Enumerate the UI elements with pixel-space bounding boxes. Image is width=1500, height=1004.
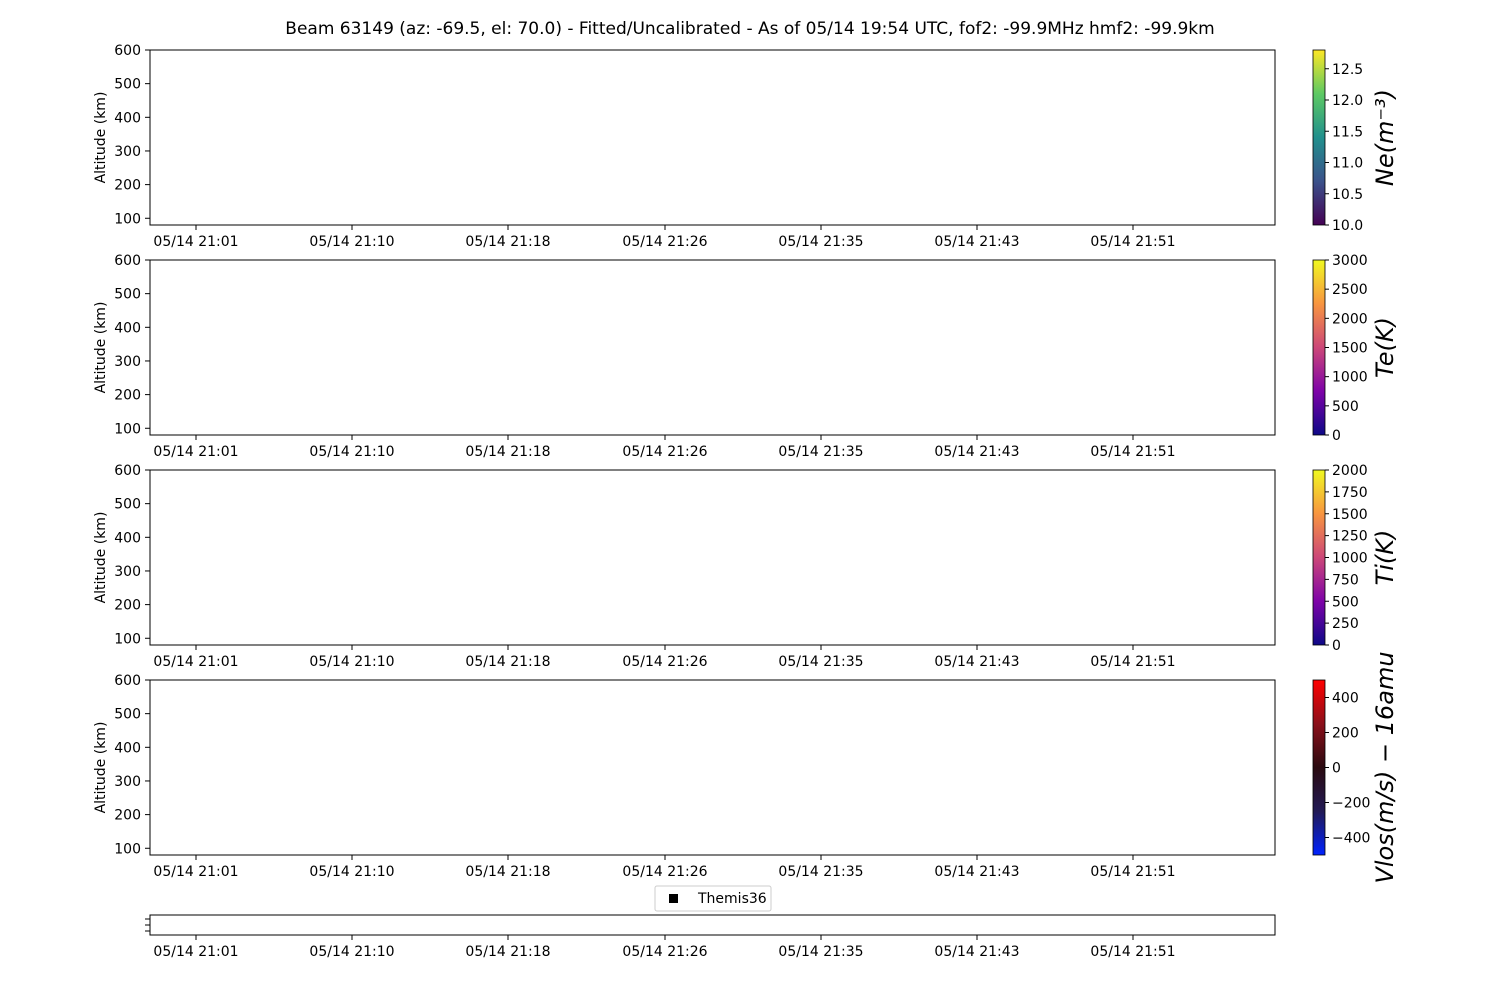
colorbar-tick-label-te: 1000 <box>1332 369 1368 386</box>
y-tick-label-te: 600 <box>114 253 141 269</box>
colorbar-tick-label-ne: 10.5 <box>1332 186 1364 203</box>
y-tick-label-te: 200 <box>114 387 141 404</box>
x-tick-label-ti: 05/14 21:10 <box>309 654 395 670</box>
y-tick-label-vlos: 600 <box>114 673 141 689</box>
x-tick-label-ne: 05/14 21:10 <box>309 234 395 250</box>
y-tick-label-vlos: 100 <box>114 841 141 858</box>
x-tick-label-ne: 05/14 21:51 <box>1090 234 1176 250</box>
plot-area-ti <box>150 470 1275 645</box>
colorbar-tick-label-vlos: 400 <box>1332 690 1359 707</box>
plot-area-ne <box>150 50 1275 225</box>
legend-label: Themis36 <box>698 891 767 907</box>
y-tick-label-ne: 600 <box>114 43 141 59</box>
y-tick-label-ne: 400 <box>114 110 141 127</box>
colorbar-tick-label-ne: 12.0 <box>1332 93 1364 109</box>
bottom-strip-plot <box>150 915 1275 935</box>
colorbar-tick-label-ti: 1500 <box>1332 506 1368 523</box>
bottom-strip-x-tick-label: 05/14 21:35 <box>778 944 864 960</box>
y-axis-label-te: Altitude (km) <box>93 301 109 394</box>
x-tick-label-te: 05/14 21:26 <box>622 444 708 460</box>
colorbar-tick-label-ti: 750 <box>1332 572 1359 589</box>
x-tick-label-vlos: 05/14 21:51 <box>1090 864 1176 880</box>
bottom-strip-x-tick-label: 05/14 21:51 <box>1090 944 1176 960</box>
x-tick-label-vlos: 05/14 21:01 <box>153 864 239 880</box>
x-tick-label-ne: 05/14 21:43 <box>934 234 1020 250</box>
x-tick-label-vlos: 05/14 21:10 <box>309 864 395 880</box>
colorbar-vlos <box>1313 680 1325 855</box>
x-tick-label-te: 05/14 21:51 <box>1090 444 1176 460</box>
colorbar-ne <box>1313 50 1325 225</box>
x-tick-label-ti: 05/14 21:01 <box>153 654 239 670</box>
colorbar-label-ti: Ti(K) <box>1371 529 1399 586</box>
y-tick-label-ti: 200 <box>114 597 141 614</box>
x-tick-label-ti: 05/14 21:51 <box>1090 654 1176 670</box>
y-tick-label-ti: 100 <box>114 631 141 648</box>
colorbar-label-vlos: Vlos(m/s) − 16amu <box>1371 651 1399 884</box>
y-tick-label-ne: 100 <box>114 211 141 228</box>
colorbar-tick-label-ti: 1250 <box>1332 528 1368 545</box>
x-tick-label-ti: 05/14 21:43 <box>934 654 1020 670</box>
colorbar-tick-label-ti: 250 <box>1332 616 1359 633</box>
y-tick-label-ti: 600 <box>114 463 141 479</box>
x-tick-label-vlos: 05/14 21:35 <box>778 864 864 880</box>
colorbar-tick-label-vlos: 0 <box>1332 760 1341 777</box>
y-tick-label-vlos: 500 <box>114 706 141 723</box>
plot-area-vlos <box>150 680 1275 855</box>
x-tick-label-vlos: 05/14 21:26 <box>622 864 708 880</box>
colorbar-tick-label-te: 2500 <box>1332 282 1368 299</box>
colorbar-label-te: Te(K) <box>1371 317 1399 378</box>
x-tick-label-vlos: 05/14 21:43 <box>934 864 1020 880</box>
y-tick-label-te: 300 <box>114 353 141 370</box>
colorbar-tick-label-ti: 0 <box>1332 638 1341 654</box>
y-axis-label-vlos: Altitude (km) <box>93 721 109 814</box>
x-tick-label-ti: 05/14 21:18 <box>465 654 551 670</box>
x-tick-label-ne: 05/14 21:35 <box>778 234 864 250</box>
y-tick-label-ti: 500 <box>114 496 141 513</box>
chart-title: Beam 63149 (az: -69.5, el: 70.0) - Fitted/Uncalibrated - As of 05/14 19:54 UTC, fof2: -99.9MHz hmf2: -99.9km <box>285 19 1215 39</box>
colorbar-te <box>1313 260 1325 435</box>
colorbar-label-ne: Ne(m⁻³) <box>1371 88 1399 187</box>
x-tick-label-ti: 05/14 21:26 <box>622 654 708 670</box>
bottom-strip-x-tick-label: 05/14 21:18 <box>465 944 551 960</box>
colorbar-ti <box>1313 470 1325 645</box>
colorbar-tick-label-ne: 10.0 <box>1332 218 1364 234</box>
y-tick-label-te: 500 <box>114 286 141 303</box>
bottom-strip-x-tick-label: 05/14 21:01 <box>153 944 239 960</box>
y-tick-label-ne: 200 <box>114 177 141 194</box>
colorbar-tick-label-ti: 2000 <box>1332 463 1368 479</box>
colorbar-tick-label-vlos: 200 <box>1332 725 1359 742</box>
bottom-strip-x-tick-label: 05/14 21:26 <box>622 944 708 960</box>
y-axis-label-ti: Altitude (km) <box>93 511 109 604</box>
colorbar-tick-label-ti: 1750 <box>1332 484 1368 501</box>
x-tick-label-ne: 05/14 21:18 <box>465 234 551 250</box>
plot-area-te <box>150 260 1275 435</box>
y-tick-label-te: 400 <box>114 320 141 337</box>
bottom-strip-x-tick-label: 05/14 21:43 <box>934 944 1020 960</box>
bottom-strip-x-tick-label: 05/14 21:10 <box>309 944 395 960</box>
x-tick-label-te: 05/14 21:18 <box>465 444 551 460</box>
x-tick-label-te: 05/14 21:35 <box>778 444 864 460</box>
panels-group <box>93 43 1399 960</box>
colorbar-tick-label-ne: 11.5 <box>1332 124 1364 141</box>
colorbar-tick-label-vlos: −400 <box>1332 830 1371 847</box>
x-tick-label-ne: 05/14 21:26 <box>622 234 708 250</box>
colorbar-tick-label-te: 500 <box>1332 398 1359 415</box>
colorbar-tick-label-te: 0 <box>1332 428 1341 444</box>
colorbar-tick-label-te: 1500 <box>1332 340 1368 357</box>
x-tick-label-vlos: 05/14 21:18 <box>465 864 551 880</box>
y-tick-label-vlos: 300 <box>114 773 141 790</box>
colorbar-tick-label-te: 3000 <box>1332 253 1368 269</box>
x-tick-label-ne: 05/14 21:01 <box>153 234 239 250</box>
colorbar-tick-label-te: 2000 <box>1332 311 1368 328</box>
colorbar-tick-label-ti: 500 <box>1332 594 1359 611</box>
y-tick-label-vlos: 200 <box>114 807 141 824</box>
y-tick-label-vlos: 400 <box>114 740 141 757</box>
y-tick-label-ti: 300 <box>114 563 141 580</box>
legend-marker-square <box>669 894 678 903</box>
y-tick-label-ti: 400 <box>114 530 141 547</box>
x-tick-label-te: 05/14 21:43 <box>934 444 1020 460</box>
x-tick-label-te: 05/14 21:10 <box>309 444 395 460</box>
x-tick-label-te: 05/14 21:01 <box>153 444 239 460</box>
y-tick-label-te: 100 <box>114 421 141 438</box>
colorbar-tick-label-ne: 12.5 <box>1332 61 1364 78</box>
y-tick-label-ne: 500 <box>114 76 141 93</box>
colorbar-tick-label-ne: 11.0 <box>1332 155 1364 172</box>
y-tick-label-ne: 300 <box>114 143 141 160</box>
colorbar-tick-label-ti: 1000 <box>1332 550 1368 567</box>
x-tick-label-ti: 05/14 21:35 <box>778 654 864 670</box>
y-axis-label-ne: Altitude (km) <box>93 91 109 184</box>
colorbar-tick-label-vlos: −200 <box>1332 795 1371 812</box>
